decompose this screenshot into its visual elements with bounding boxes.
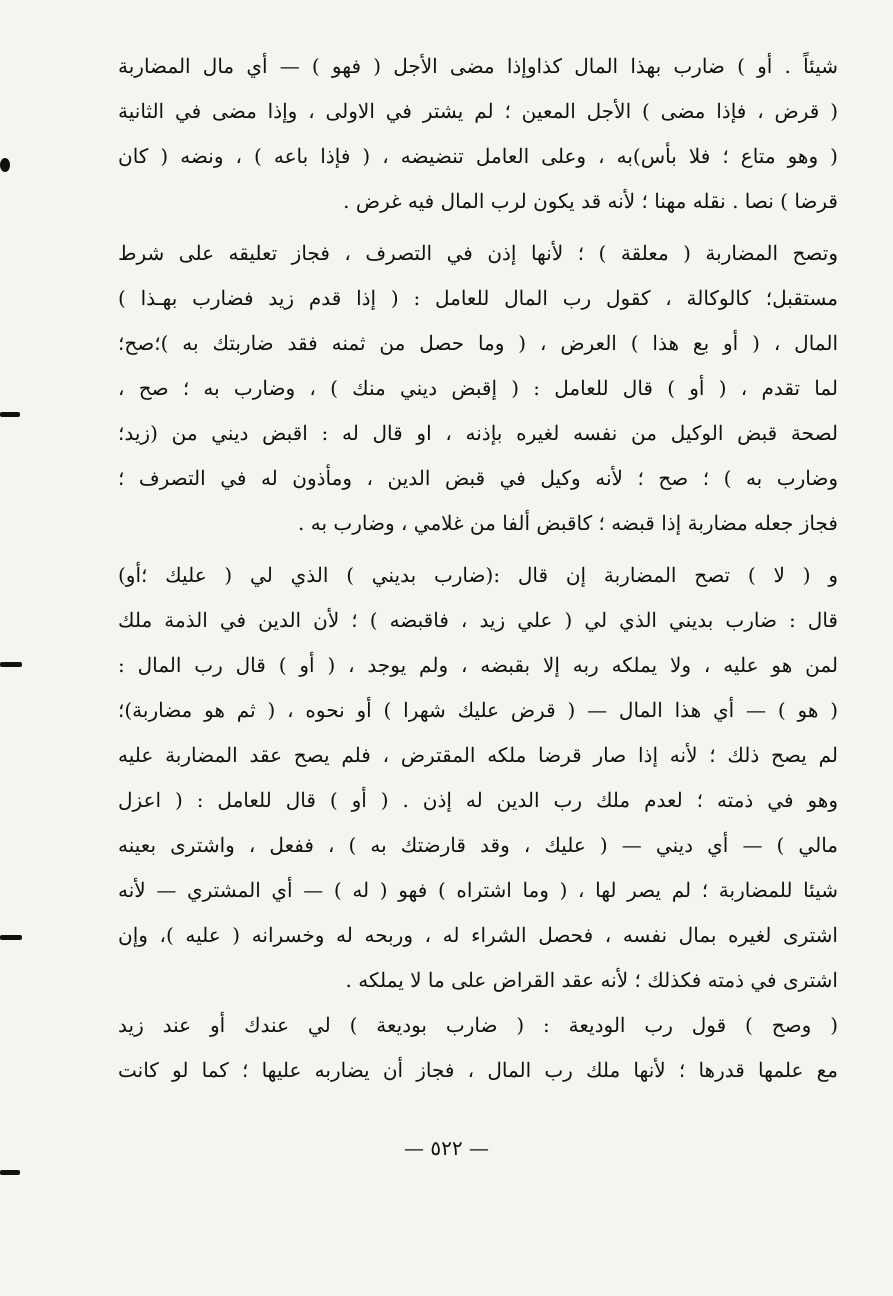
- text-line: و ( لا ) تصح المضاربة إن قال :(ضارب بديني ) الذي لي ( عليك ؛أو): [118, 563, 838, 587]
- binding-mark: [0, 1170, 20, 1175]
- text-line: وهو في ذمته ؛ لعدم ملك رب الدين له إذن . ( أو ) قال للعامل : ( اعزل: [118, 788, 838, 812]
- text-line: قرضا ) نصا . نقله مهنا ؛ لأنه قد يكون لرب المال فيه غرض .: [343, 189, 838, 213]
- binding-mark: [0, 662, 22, 667]
- text-line: لما تقدم ، ( أو ) قال للعامل : ( إقبض ديني منك ) ، وضارب به ؛ صح ،: [118, 376, 838, 400]
- binding-mark: [0, 935, 22, 940]
- text-body: [118, 44, 838, 1093]
- text-line: اشترى لغيره بمال نفسه ، فحصل الشراء له ، وربحه له وخسرانه ( عليه )، وإن: [118, 923, 838, 947]
- text-line: وضارب به ) ؛ صح ؛ لأنه وكيل في قبض الدين ، ومأذون له في التصرف ؛: [118, 466, 838, 490]
- page-number: — ٥٢٢ —: [404, 1136, 489, 1160]
- text-line: ( وهو متاع ؛ فلا بأس)به ، وعلى العامل تنضيضه ، ( فإذا باعه ) ، ونضه ( كان: [118, 144, 838, 168]
- text-line: مالي ) — أي ديني — ( عليك ، وقد قارضتك به ) ، ففعل ، واشترى بعينه: [118, 833, 838, 857]
- text-line: قال : ضارب بديني الذي لي ( علي زيد ، فاقبضه ) ؛ لأن الدين في الذمة ملك: [118, 608, 838, 632]
- binding-mark: [0, 158, 10, 172]
- text-line: لمن هو عليه ، ولا يملكه ربه إلا بقبضه ، ولم يوجد ، ( أو ) قال رب المال :: [118, 653, 838, 677]
- text-line: وتصح المضاربة ( معلقة ) ؛ لأنها إذن في التصرف ، فجاز تعليقه على شرط: [118, 241, 838, 265]
- text-line: لصحة قبض الوكيل من نفسه لغيره بإذنه ، او قال له : اقبض ديني من (زيد؛: [118, 421, 838, 445]
- text-line: ( هو ) — أي هذا المال — ( قرض عليك شهرا ) أو نحوه ، ( ثم هو مضاربة)؛: [118, 698, 838, 722]
- text-line: المال ، ( أو بع هذا ) العرض ، ( وما حصل من ثمنه فقد ضاربتك به )؛صح؛: [118, 331, 838, 355]
- binding-mark: [0, 412, 20, 417]
- text-line: لم يصح ذلك ؛ لأنه إذا صار قرضا ملكه المقترض ، فلم يصح عقد المضاربة عليه: [118, 743, 838, 767]
- text-line: ( وصح ) قول رب الوديعة : ( ضارب بوديعة ) لي عندك أو عند زيد: [118, 1013, 838, 1037]
- text-line: شيئا للمضاربة ؛ لم يصر لها ، ( وما اشتراه ) فهو ( له ) — أي المشتري — لأنه: [118, 878, 838, 902]
- text-line: فجاز جعله مضاربة إذا قبضه ؛ كاقبض ألفا من غلامي ، وضارب به .: [298, 511, 838, 535]
- text-line: مع علمها قدرها ؛ لأنها ملك رب المال ، فجاز أن يضاربه عليها ؛ كما لو كانت: [118, 1058, 838, 1082]
- text-line: شيئاً . أو ) ضارب بهذا المال كذاوإذا مضى الأجل ( فهو ) — أي مال المضاربة: [118, 54, 838, 78]
- text-line: اشترى في ذمته فكذلك ؛ لأنه عقد القراض على ما لا يملكه .: [345, 968, 838, 992]
- text-line: مستقبل؛ كالوكالة ، كقول رب المال للعامل : ( إذا قدم زيد فضارب بهـذا ): [118, 286, 838, 310]
- text-line: ( قرض ، فإذا مضى ) الأجل المعين ؛ لم يشتر في الاولى ، وإذا مضى في الثانية: [118, 99, 838, 123]
